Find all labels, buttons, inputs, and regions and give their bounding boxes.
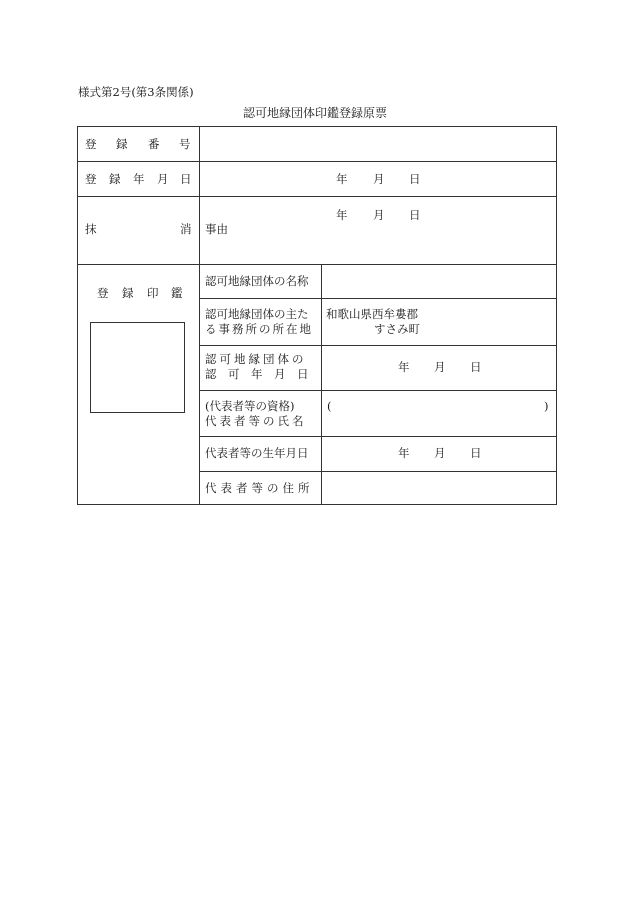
cancellation-label-left: 抹 bbox=[85, 222, 97, 236]
approval-year-label: 年 bbox=[398, 360, 410, 374]
column-divider bbox=[199, 127, 200, 504]
office-address-label-line2: る事務所の所在地 bbox=[205, 322, 313, 336]
birthdate-month-label: 月 bbox=[434, 446, 446, 460]
document-title: 認可地縁団体印鑑登録原票 bbox=[242, 106, 387, 120]
representative-address-label: 代表者等の住所 bbox=[205, 481, 314, 495]
approval-date-label-line2: 認 可 年 月 日 bbox=[205, 367, 309, 381]
office-address-label-line1: 認可地縁団体の主た bbox=[205, 307, 309, 321]
registration-date-label-char: 月 bbox=[157, 172, 169, 186]
row-divider bbox=[199, 345, 556, 346]
row-divider bbox=[199, 390, 556, 391]
registration-number-label-char: 録 bbox=[116, 137, 128, 151]
registration-number-field[interactable] bbox=[200, 128, 555, 161]
representative-name-label: 代表者等の氏名 bbox=[205, 414, 307, 428]
row-divider bbox=[78, 161, 556, 162]
cancellation-day-label: 日 bbox=[409, 208, 421, 222]
approval-date-label-line1: 認可地縁団体の bbox=[205, 352, 307, 366]
row-divider bbox=[78, 196, 556, 197]
column-divider bbox=[321, 264, 322, 504]
qualification-paren-open: ( bbox=[327, 399, 332, 413]
seal-label-char: 印 bbox=[147, 286, 159, 300]
row-divider bbox=[78, 264, 556, 265]
registration-date-label-char: 日 bbox=[180, 172, 192, 186]
approval-day-label: 日 bbox=[470, 360, 482, 374]
seal-label-char: 録 bbox=[122, 286, 134, 300]
representative-birthdate-label: 代表者等の生年月日 bbox=[205, 446, 309, 460]
registration-number-label-char: 番 bbox=[148, 137, 160, 151]
cancellation-reason-label: 事由 bbox=[205, 222, 228, 236]
birthdate-day-label: 日 bbox=[470, 446, 482, 460]
registration-number-label-char: 登 bbox=[85, 137, 97, 151]
approval-month-label: 月 bbox=[434, 360, 446, 374]
row-divider bbox=[199, 298, 556, 299]
office-address-value-line2: すさみ町 bbox=[374, 322, 420, 336]
registration-day-label: 日 bbox=[409, 172, 421, 186]
group-name-label: 認可地縁団体の名称 bbox=[205, 274, 309, 288]
registration-form-table bbox=[77, 126, 557, 505]
row-divider bbox=[199, 436, 556, 437]
cancellation-month-label: 月 bbox=[373, 208, 385, 222]
registration-year-label: 年 bbox=[336, 172, 348, 186]
registration-date-label-char: 登 bbox=[85, 172, 97, 186]
cancellation-year-label: 年 bbox=[336, 208, 348, 222]
seal-label-char: 登 bbox=[97, 286, 109, 300]
birthdate-year-label: 年 bbox=[398, 446, 410, 460]
registration-date-label-char: 年 bbox=[133, 172, 145, 186]
seal-impression-box[interactable] bbox=[90, 322, 185, 413]
representative-qualification-label: (代表者等の資格) bbox=[205, 399, 295, 413]
registration-date-label-char: 録 bbox=[109, 172, 121, 186]
qualification-paren-close: ) bbox=[544, 399, 549, 413]
form-number-label: 様式第2号(第3条関係) bbox=[78, 85, 194, 99]
seal-label-char: 鑑 bbox=[171, 286, 183, 300]
registration-month-label: 月 bbox=[373, 172, 385, 186]
registration-number-label-char: 号 bbox=[179, 137, 191, 151]
cancellation-label-right: 消 bbox=[180, 222, 192, 236]
row-divider bbox=[199, 471, 556, 472]
office-address-value-line1: 和歌山県西牟婁郡 bbox=[326, 307, 418, 321]
